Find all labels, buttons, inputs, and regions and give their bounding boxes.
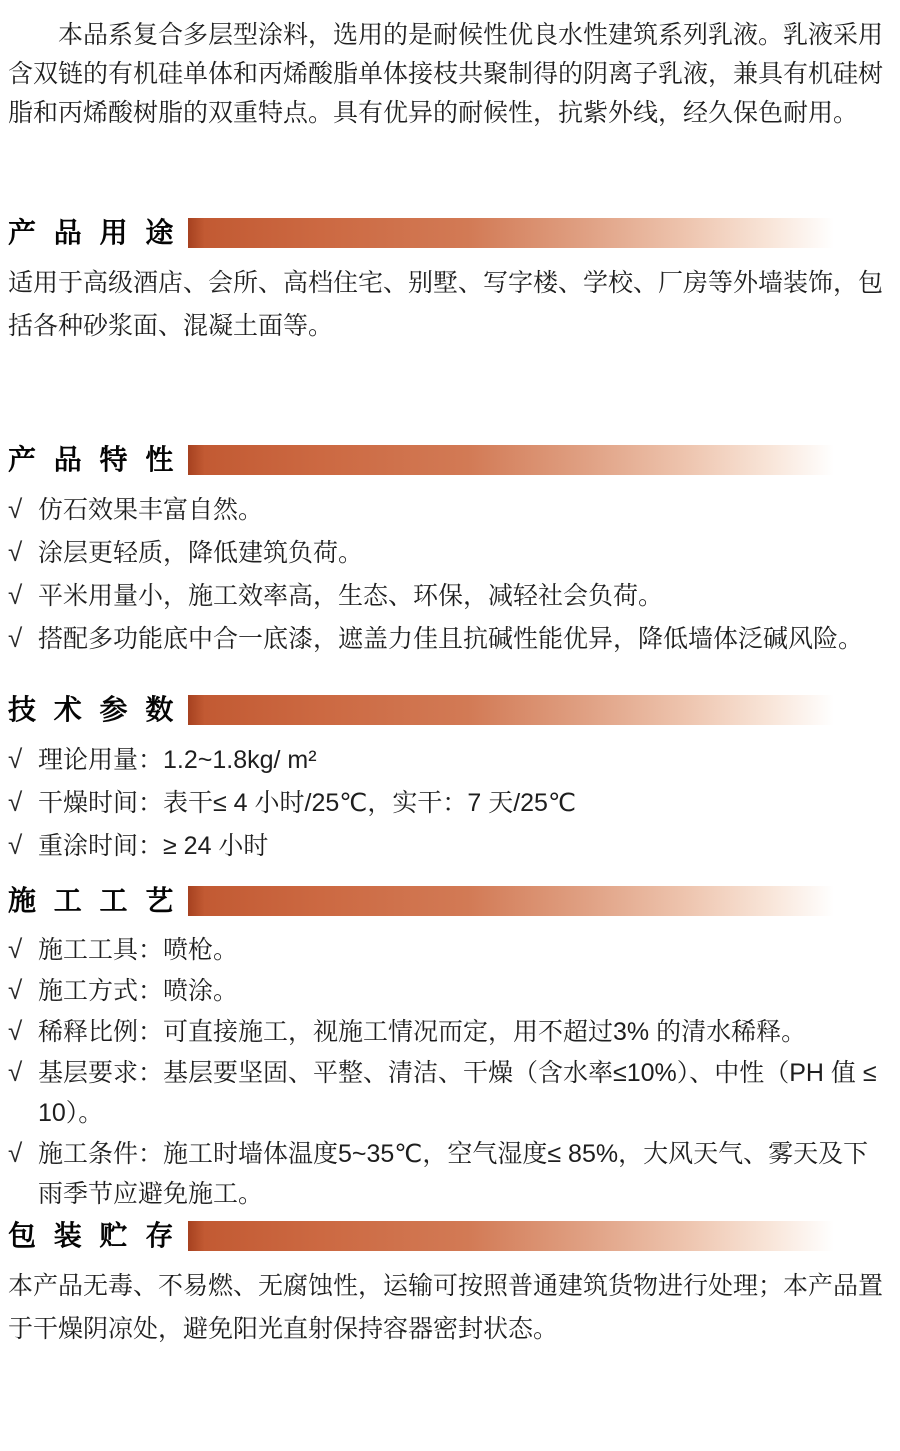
intro-paragraph: 本品系复合多层型涂料，选用的是耐候性优良水性建筑系列乳液。乳液采用含双链的有机硅单体和丙烯酸脂单体接枝共聚制得的阴离子乳液，兼具有机硅树脂和丙烯酸树脂的双重特点。具有优异的耐候性，抗紫外线，经久保色耐用。	[8, 21, 884, 127]
list-item	[8, 738, 892, 781]
list-item-text: 仿石效果丰富自然。	[38, 496, 264, 524]
list-item	[8, 1052, 892, 1133]
list-item	[8, 1011, 892, 1052]
list-item	[8, 824, 892, 867]
list-item	[8, 488, 892, 531]
application-process-list	[8, 929, 892, 1214]
section-header-application-process	[8, 885, 892, 917]
check-icon: √	[8, 1057, 23, 1087]
check-icon: √	[8, 537, 23, 567]
list-item-text: 施工条件：施工时墙体温度5~35℃，空气湿度≤ 85%，大风天气、雾天及下雨季节应避免施工。	[38, 1140, 869, 1208]
list-item	[8, 531, 892, 574]
gradient-bar	[188, 1221, 854, 1251]
section-title-application-process: 施 工 工 艺	[8, 885, 179, 916]
gradient-bar	[188, 695, 854, 725]
list-item	[8, 781, 892, 824]
section-title-product-uses: 产 品 用 途	[8, 217, 179, 248]
check-icon: √	[8, 580, 23, 610]
product-features-list	[8, 488, 892, 660]
section-title-packaging-storage: 包 装 贮 存	[8, 1220, 179, 1251]
list-item-text: 搭配多功能底中合一底漆，遮盖力佳且抗碱性能优异，降低墙体泛碱风险。	[38, 625, 864, 653]
check-icon: √	[8, 1138, 23, 1168]
gradient-bar	[188, 218, 854, 248]
section-header-packaging-storage	[8, 1220, 892, 1252]
section-product-features	[8, 444, 892, 660]
check-icon: √	[8, 830, 23, 860]
section-packaging-storage	[8, 1220, 892, 1351]
section-application-process	[8, 885, 892, 1214]
list-item-text: 涂层更轻质，降低建筑负荷。	[38, 539, 364, 567]
list-item	[8, 574, 892, 617]
check-icon: √	[8, 623, 23, 653]
check-icon: √	[8, 787, 23, 817]
section-product-uses	[8, 217, 892, 348]
gradient-bar	[188, 445, 854, 475]
check-icon: √	[8, 975, 23, 1005]
section-technical-parameters	[8, 694, 892, 867]
list-item-text: 稀释比例：可直接施工，视施工情况而定，用不超过3% 的清水稀释。	[38, 1018, 807, 1046]
gradient-bar	[188, 886, 854, 916]
section-header-product-features	[8, 444, 892, 476]
list-item-text: 施工工具：喷枪。	[38, 936, 239, 964]
list-item	[8, 929, 892, 970]
product-uses-paragraph: 适用于高级酒店、会所、高档住宅、别墅、写字楼、学校、厂房等外墙装饰，包括各种砂浆面、混凝土面等。	[8, 269, 884, 340]
list-item-text: 基层要求：基层要坚固、平整、清洁、干燥（含水率≤10%）、中性（PH 值 ≤ 10）。	[38, 1059, 877, 1127]
section-title-product-features: 产 品 特 性	[8, 444, 179, 475]
list-item-text: 平米用量小，施工效率高，生态、环保，减轻社会负荷。	[38, 582, 664, 610]
list-item-text: 施工方式：喷涂。	[38, 977, 239, 1005]
check-icon: √	[8, 934, 23, 964]
check-icon: √	[8, 744, 23, 774]
list-item-text: 理论用量：1.2~1.8kg/ m²	[38, 746, 317, 774]
list-item-text: 重涂时间：≥ 24 小时	[38, 832, 269, 860]
list-item-text: 干燥时间：表干≤ 4 小时/25℃，实干：7 天/25℃	[38, 789, 577, 817]
check-icon: √	[8, 1016, 23, 1046]
section-header-product-uses	[8, 217, 892, 249]
section-title-technical-parameters: 技 术 参 数	[8, 694, 179, 725]
list-item	[8, 970, 892, 1011]
check-icon: √	[8, 494, 23, 524]
list-item	[8, 1133, 892, 1214]
packaging-storage-paragraph: 本产品无毒、不易燃、无腐蚀性，运输可按照普通建筑货物进行处理；本产品置于干燥阴凉处，避免阳光直射保持容器密封状态。	[8, 1272, 884, 1343]
section-header-technical-parameters	[8, 694, 892, 726]
list-item	[8, 617, 892, 660]
technical-parameters-list	[8, 738, 892, 867]
